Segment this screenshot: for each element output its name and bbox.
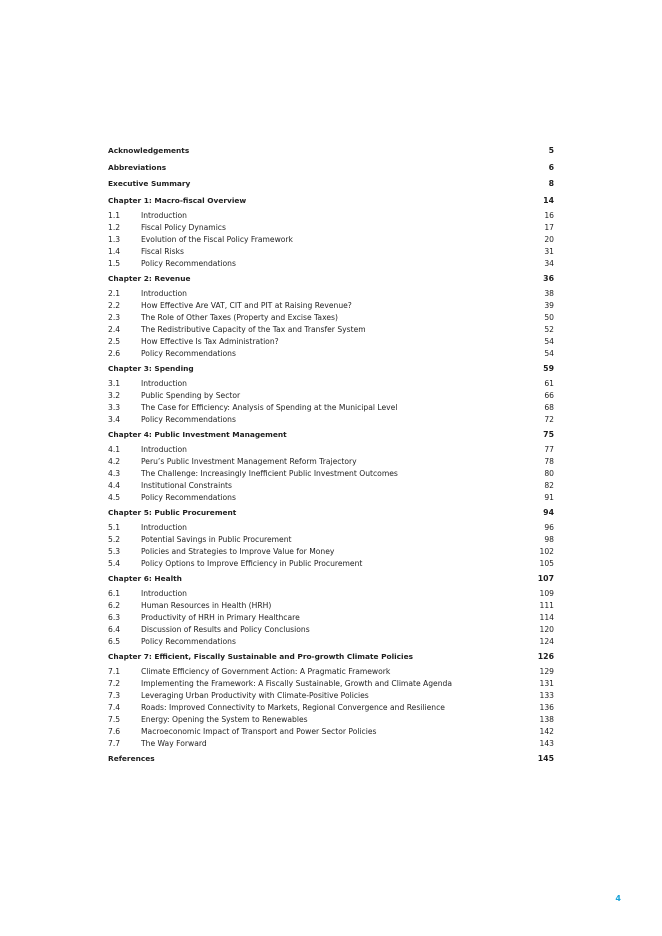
toc-section-number: 5.2 <box>108 534 121 544</box>
toc-chapter-heading[interactable] <box>108 428 554 444</box>
toc-chapter-title: Chapter 2: Revenue <box>108 273 191 283</box>
toc-section-title: Institutional Constraints <box>141 480 232 490</box>
toc-chapter-title: Chapter 3: Spending <box>108 363 194 373</box>
toc-section-entry[interactable] <box>108 522 554 534</box>
toc-section-title: Climate Efficiency of Government Action: A Pragmatic Framework <box>141 666 391 676</box>
toc-section-entry[interactable] <box>108 726 554 738</box>
toc-section-title: Introduction <box>141 588 187 598</box>
toc-chapter-title: Chapter 7: Efficient, Fiscally Sustainable and Pro-growth Climate Policies <box>108 651 414 661</box>
toc-section-page: 136 <box>539 702 554 712</box>
toc-chapter-title: Chapter 6: Health <box>108 573 182 583</box>
toc-section-entry[interactable] <box>108 222 554 234</box>
toc-section-number: 4.4 <box>108 480 121 490</box>
toc-section-page: 111 <box>539 600 554 610</box>
toc-section-entry[interactable] <box>108 714 554 726</box>
toc-section-entry[interactable] <box>108 300 554 312</box>
toc-section-page: 143 <box>539 738 554 748</box>
toc-section-title: Macroeconomic Impact of Transport and Power Sector Policies <box>141 726 377 736</box>
toc-chapter-page: 107 <box>537 573 554 583</box>
toc-section-page: 120 <box>539 624 554 634</box>
toc-section-page: 98 <box>544 534 554 544</box>
toc-section-number: 7.2 <box>108 678 121 688</box>
toc-section-number: 4.1 <box>108 444 121 454</box>
toc-chapter-page: 36 <box>543 273 554 283</box>
toc-section-title: How Effective Is Tax Administration? <box>141 336 279 346</box>
toc-chapter-heading[interactable] <box>108 194 554 210</box>
toc-section-title: Roads: Improved Connectivity to Markets, Regional Convergence and Resilience <box>141 702 445 712</box>
toc-section-entry[interactable] <box>108 348 554 360</box>
toc-section-title: Policies and Strategies to Improve Value for Money <box>141 546 335 556</box>
toc-section-number: 2.1 <box>108 288 121 298</box>
toc-section-page: 78 <box>544 456 554 466</box>
toc-section-page: 142 <box>539 726 554 736</box>
toc-section-page: 138 <box>539 714 554 724</box>
toc-section-entry[interactable] <box>108 690 554 702</box>
toc-section-title: Policy Recommendations <box>141 258 236 268</box>
toc-section-page: 16 <box>544 210 554 220</box>
toc-chapter-title: Chapter 4: Public Investment Management <box>108 429 287 439</box>
toc-section-number: 5.3 <box>108 546 121 556</box>
toc-entry-front-matter[interactable] <box>108 143 554 160</box>
toc-section-number: 4.5 <box>108 492 121 502</box>
toc-section-number: 7.7 <box>108 738 121 748</box>
toc-section-title: Introduction <box>141 522 187 532</box>
toc-entry-title: Executive Summary <box>108 179 191 189</box>
toc-section-entry[interactable] <box>108 600 554 612</box>
toc-section-entry[interactable] <box>108 336 554 348</box>
toc-chapter-heading[interactable] <box>108 572 554 588</box>
toc-section-page: 105 <box>539 558 554 568</box>
toc-section-number: 7.1 <box>108 666 121 676</box>
toc-chapter-title: Chapter 5: Public Procurement <box>108 507 237 517</box>
toc-section-number: 6.4 <box>108 624 121 634</box>
toc-chapter-title: Chapter 1: Macro-fiscal Overview <box>108 195 247 205</box>
toc-section-number: 2.5 <box>108 336 121 346</box>
toc-section-page: 20 <box>544 234 554 244</box>
toc-section-title: The Case for Efficiency: Analysis of Spending at the Municipal Level <box>141 402 398 412</box>
toc-section-entry[interactable] <box>108 492 554 504</box>
toc-section-title: Energy: Opening the System to Renewables <box>141 714 308 724</box>
toc-section-title: The Way Forward <box>141 738 207 748</box>
toc-section-number: 1.2 <box>108 222 121 232</box>
toc-section-page: 39 <box>544 300 554 310</box>
toc-section-number: 4.3 <box>108 468 121 478</box>
toc-section-title: Introduction <box>141 210 187 220</box>
toc-section-entry[interactable] <box>108 636 554 648</box>
toc-section-title: Policy Recommendations <box>141 348 236 358</box>
toc-section-title: Human Resources in Health (HRH) <box>141 600 272 610</box>
toc-section-number: 6.3 <box>108 612 121 622</box>
toc-entry-title: Acknowledgements <box>108 146 190 155</box>
toc-section-page: 17 <box>544 222 554 232</box>
toc-section-entry[interactable] <box>108 312 554 324</box>
toc-section-number: 2.3 <box>108 312 121 322</box>
toc-chapter-heading[interactable] <box>108 272 554 288</box>
toc-section-entry[interactable] <box>108 378 554 390</box>
toc-section-page: 131 <box>539 678 554 688</box>
toc-section-entry[interactable] <box>108 666 554 678</box>
toc-section-entry[interactable] <box>108 402 554 414</box>
toc-section-page: 129 <box>539 666 554 676</box>
toc-section-entry[interactable] <box>108 558 554 570</box>
toc-section-title: Policy Recommendations <box>141 636 236 646</box>
toc-section-number: 1.5 <box>108 258 121 268</box>
toc-section-entry[interactable] <box>108 624 554 636</box>
toc-section-page: 91 <box>544 492 554 502</box>
toc-section-page: 34 <box>544 258 554 268</box>
toc-section-entry[interactable] <box>108 210 554 222</box>
toc-section-number: 1.4 <box>108 246 121 256</box>
toc-section-number: 5.4 <box>108 558 121 568</box>
toc-section-page: 54 <box>544 348 554 358</box>
toc-section-title: Policy Options to Improve Efficiency in Public Procurement <box>141 558 363 568</box>
toc-chapter-page: 14 <box>543 195 554 205</box>
toc-section-entry[interactable] <box>108 612 554 624</box>
toc-section-title: Introduction <box>141 378 187 388</box>
toc-section-title: Fiscal Policy Dynamics <box>141 222 226 232</box>
toc-section-page: 109 <box>539 588 554 598</box>
toc-section-page: 68 <box>544 402 554 412</box>
toc-section-number: 6.2 <box>108 600 121 610</box>
toc-section-entry[interactable] <box>108 246 554 258</box>
toc-entry-back-matter[interactable] <box>108 752 554 768</box>
toc-chapter-page: 75 <box>543 429 554 439</box>
toc-section-entry[interactable] <box>108 738 554 750</box>
toc-section-title: Discussion of Results and Policy Conclusions <box>141 624 310 634</box>
toc-section-page: 61 <box>544 378 554 388</box>
toc-section-entry[interactable] <box>108 456 554 468</box>
toc-section-number: 2.2 <box>108 300 121 310</box>
toc-section-title: Introduction <box>141 288 187 298</box>
toc-section-number: 7.4 <box>108 702 121 712</box>
toc-section-entry[interactable] <box>108 390 554 402</box>
toc-section-entry[interactable] <box>108 588 554 600</box>
toc-chapter-heading[interactable] <box>108 506 554 522</box>
toc-section-entry[interactable] <box>108 468 554 480</box>
toc-chapter-page: 94 <box>543 507 554 517</box>
toc-section-number: 1.3 <box>108 234 121 244</box>
toc-chapter-page: 59 <box>543 363 554 373</box>
toc-section-entry[interactable] <box>108 234 554 246</box>
toc-section-number: 7.5 <box>108 714 121 724</box>
toc-chapter-page: 126 <box>537 651 554 661</box>
toc-section-entry[interactable] <box>108 480 554 492</box>
toc-section-title: Policy Recommendations <box>141 414 236 424</box>
toc-section-page: 133 <box>539 690 554 700</box>
toc-section-entry[interactable] <box>108 288 554 300</box>
toc-chapter-heading[interactable] <box>108 362 554 378</box>
toc-entry-front-matter[interactable] <box>108 176 554 193</box>
toc-section-page: 124 <box>539 636 554 646</box>
toc-section-entry[interactable] <box>108 546 554 558</box>
toc-section-entry[interactable] <box>108 702 554 714</box>
toc-section-title: Productivity of HRH in Primary Healthcare <box>141 612 300 622</box>
toc-section-number: 6.5 <box>108 636 121 646</box>
toc-section-page: 77 <box>544 444 554 454</box>
toc-section-title: Evolution of the Fiscal Policy Framework <box>141 234 293 244</box>
toc-section-page: 102 <box>539 546 554 556</box>
toc-section-title: Peru’s Public Investment Management Reform Trajectory <box>141 456 357 466</box>
toc-section-title: Introduction <box>141 444 187 454</box>
toc-section-number: 6.1 <box>108 588 121 598</box>
toc-section-number: 2.6 <box>108 348 121 358</box>
toc-section-entry[interactable] <box>108 258 554 270</box>
toc-section-title: Implementing the Framework: A Fiscally Sustainable, Growth and Climate Agenda <box>141 678 453 688</box>
toc-entry-front-matter[interactable] <box>108 160 554 177</box>
toc-section-number: 5.1 <box>108 522 121 532</box>
toc-section-page: 80 <box>544 468 554 478</box>
toc-section-page: 96 <box>544 522 554 532</box>
toc-section-page: 72 <box>544 414 554 424</box>
toc-section-entry[interactable] <box>108 414 554 426</box>
toc-entry-title: References <box>108 753 155 763</box>
table-of-contents <box>108 143 554 768</box>
toc-section-number: 3.2 <box>108 390 121 400</box>
toc-entry-page: 5 <box>548 146 554 155</box>
toc-section-title: The Challenge: Increasingly Inefficient Public Investment Outcomes <box>141 468 398 478</box>
toc-section-page: 54 <box>544 336 554 346</box>
toc-entry-page: 145 <box>537 753 554 763</box>
toc-section-title: Fiscal Risks <box>141 246 184 256</box>
toc-section-title: The Redistributive Capacity of the Tax and Transfer System <box>141 324 366 334</box>
toc-section-number: 7.3 <box>108 690 121 700</box>
toc-chapter-heading[interactable] <box>108 650 554 666</box>
toc-section-page: 50 <box>544 312 554 322</box>
toc-section-title: Leveraging Urban Productivity with Climate-Positive Policies <box>141 690 369 700</box>
toc-section-title: Policy Recommendations <box>141 492 236 502</box>
toc-section-number: 3.3 <box>108 402 121 412</box>
toc-section-entry[interactable] <box>108 678 554 690</box>
toc-section-entry[interactable] <box>108 324 554 336</box>
toc-section-page: 66 <box>544 390 554 400</box>
toc-section-number: 7.6 <box>108 726 121 736</box>
toc-entry-page: 8 <box>548 179 554 189</box>
toc-section-page: 114 <box>539 612 554 622</box>
toc-section-number: 3.4 <box>108 414 121 424</box>
toc-section-page: 31 <box>544 246 554 256</box>
page-number: 4 <box>615 894 621 903</box>
toc-section-page: 52 <box>544 324 554 334</box>
toc-section-title: The Role of Other Taxes (Property and Excise Taxes) <box>141 312 338 322</box>
toc-section-entry[interactable] <box>108 534 554 546</box>
toc-section-entry[interactable] <box>108 444 554 456</box>
toc-entry-title: Abbreviations <box>108 162 167 172</box>
toc-section-page: 38 <box>544 288 554 298</box>
toc-section-number: 3.1 <box>108 378 121 388</box>
toc-section-title: How Effective Are VAT, CIT and PIT at Raising Revenue? <box>141 300 352 310</box>
toc-entry-page: 6 <box>548 162 554 172</box>
toc-section-number: 1.1 <box>108 210 121 220</box>
toc-section-number: 2.4 <box>108 324 121 334</box>
toc-section-number: 4.2 <box>108 456 121 466</box>
toc-section-page: 82 <box>544 480 554 490</box>
toc-section-title: Public Spending by Sector <box>141 390 241 400</box>
toc-section-title: Potential Savings in Public Procurement <box>141 534 292 544</box>
